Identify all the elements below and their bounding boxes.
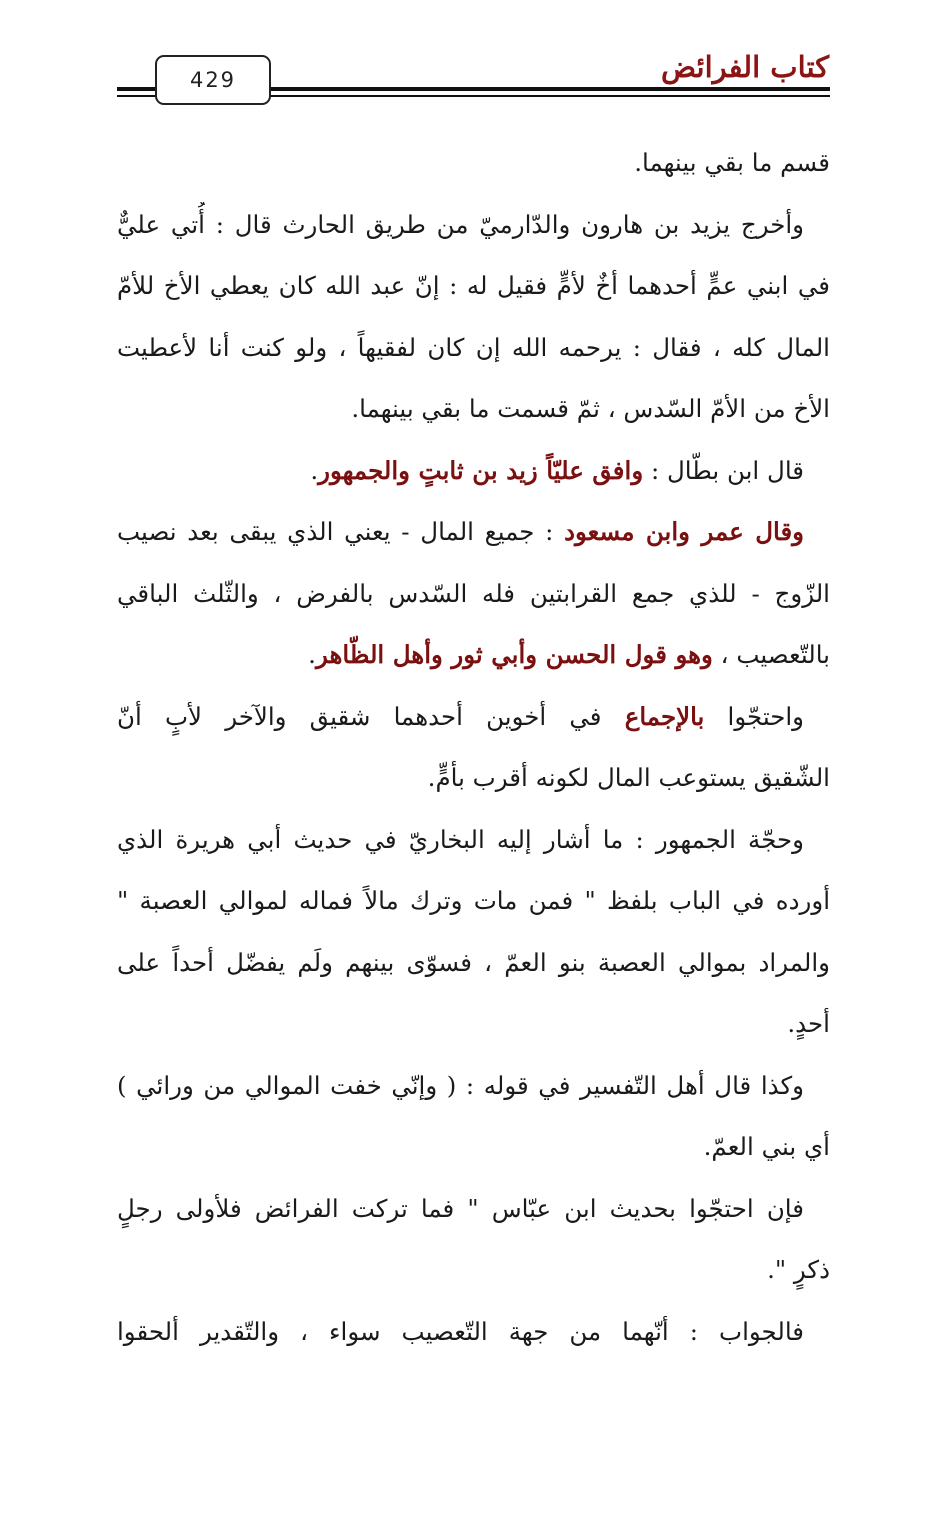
text-line [117, 325, 830, 387]
text-line [117, 1309, 830, 1371]
text-line [117, 263, 830, 325]
text-line [117, 878, 830, 940]
text-segment: الشّقيق يستوعب المال لكونه أقرب بأمٍّ. [427, 763, 830, 792]
text-line [117, 140, 830, 202]
text-line [117, 1247, 830, 1309]
text-line [117, 1063, 830, 1125]
text-segment: وحجّة الجمهور : ما أشار إليه البخاريّ في حديث أبي هريرة الذي [117, 824, 804, 854]
text-line [117, 448, 830, 510]
text-line [117, 940, 830, 1002]
text-segment: قسم ما بقي بينهما. [634, 148, 830, 177]
text-segment: وأخرج يزيد بن هارون والدّارميّ من طريق الحارث قال : أُتي عليٌّ [117, 209, 804, 239]
page-header [0, 0, 945, 110]
text-line [117, 1186, 830, 1248]
text-segment: . [310, 455, 319, 485]
book-title: كتاب الفرائض [660, 50, 829, 84]
text-line [117, 1001, 830, 1063]
text-segment: أي بني العمّ. [703, 1132, 830, 1161]
text-line [117, 386, 830, 448]
text-segment: في ابني عمٍّ أحدهما أخٌ لأمٍّ فقيل له : إنّ عبد الله كان يعطي الأخ للأمّ [117, 271, 830, 300]
text-line [117, 202, 830, 264]
text-line [117, 632, 830, 694]
text-segment: أحدٍ. [787, 1009, 830, 1038]
text-segment: الأخ من الأمّ السّدس ، ثمّ قسمت ما بقي بينهما. [351, 394, 830, 423]
highlighted-text: وهو قول الحسن وأبي ثور وأهل الظّاهر [315, 640, 713, 669]
text-line [117, 694, 830, 756]
text-line [117, 509, 830, 571]
text-segment: المال كله ، فقال : يرحمه الله إن كان لفقيهاً ، ولو كنت أنا لأعطيت [117, 332, 830, 362]
text-segment: وكذا قال أهل التّفسير في قوله : ( وإنّي خفت الموالي من ورائي ) [117, 1070, 804, 1100]
text-segment: فإن احتجّوا بحديث ابن عبّاس " فما تركت الفرائض فلأولى رجلٍ [117, 1193, 804, 1223]
text-segment: أورده في الباب بلفظ " فمن مات وترك مالاً فماله لموالي العصبة " [117, 886, 830, 915]
text-segment: بالتّعصيب ، [712, 640, 830, 669]
highlighted-text: وقال عمر وابن مسعود [564, 517, 805, 546]
text-segment: . [308, 640, 316, 669]
highlighted-text: وافق عليّاً زيد بن ثابتٍ والجمهور [318, 455, 644, 485]
text-segment: : جميع المال - يعني الذي يبقى بعد نصيب [117, 517, 565, 546]
text-segment: فالجواب : أنّهما من جهة التّعصيب سواء ، والتّقدير ألحقوا [117, 1316, 804, 1346]
text-line [117, 571, 830, 633]
text-segment: في أخوين أحدهما شقيق والآخر لأبٍ أنّ [117, 701, 625, 731]
text-line [117, 755, 830, 817]
text-segment: واحتجّوا [704, 701, 804, 731]
text-segment: والمراد بموالي العصبة بنو العمّ ، فسوّى بينهم ولَم يفضّل أحداً على [117, 947, 830, 977]
page-number: 429 [155, 55, 271, 105]
page-body [117, 140, 830, 1370]
highlighted-text: بالإجماع [624, 701, 705, 731]
text-line [117, 817, 830, 879]
text-line [117, 1124, 830, 1186]
text-segment: قال ابن بطّال : [643, 455, 804, 485]
text-segment: الزّوج - للذي جمع القرابتين فله السّدس بالفرض ، والثّلث الباقي [117, 578, 830, 608]
text-segment: ذكرٍ ". [767, 1255, 830, 1284]
